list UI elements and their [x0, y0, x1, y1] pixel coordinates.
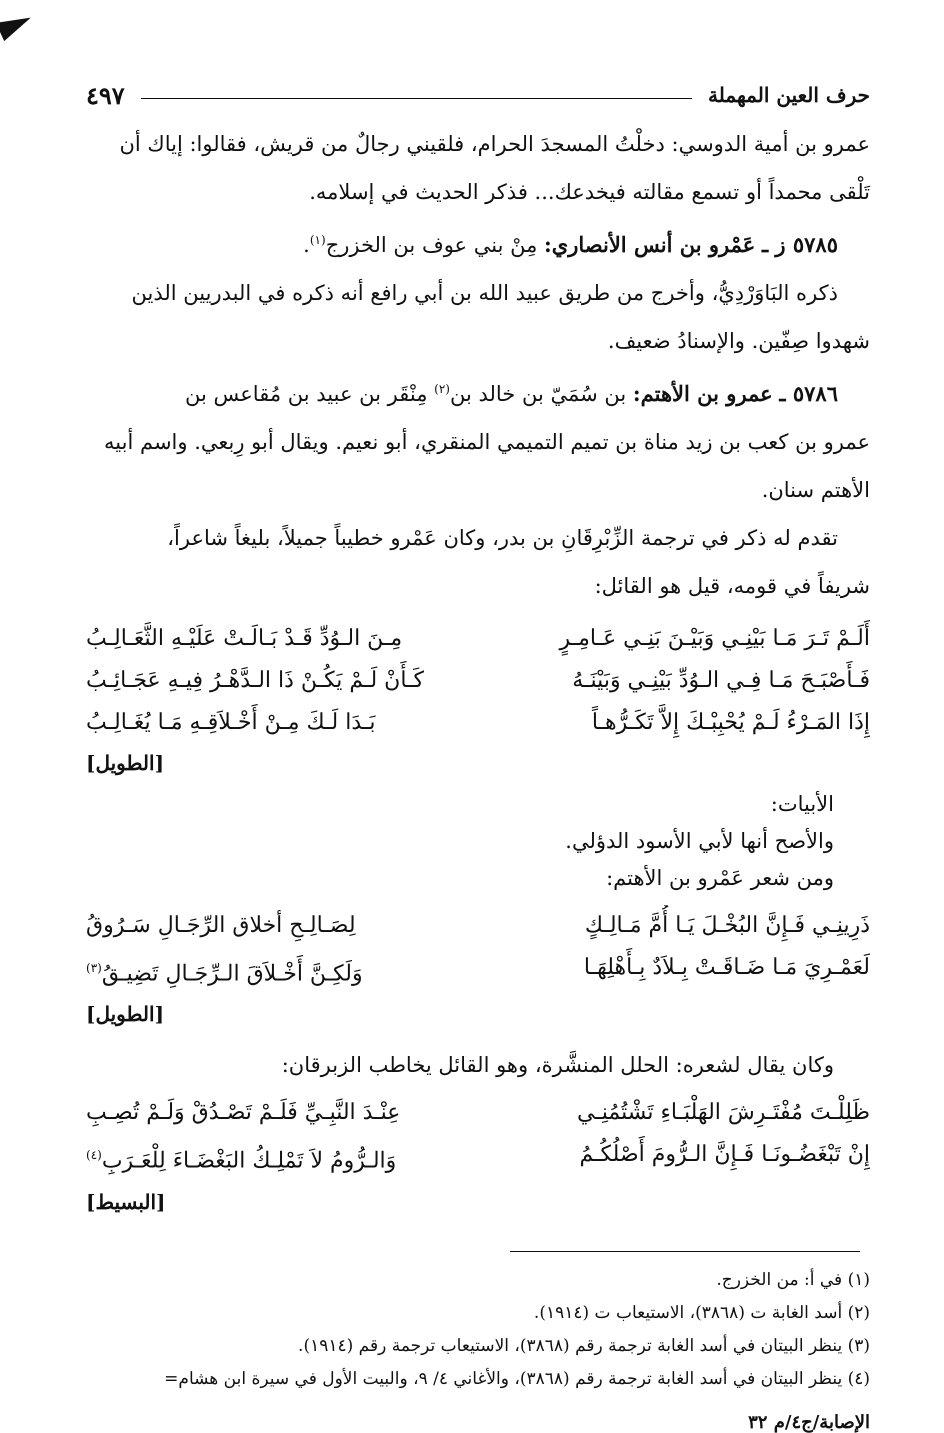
corner-crop-mark [0, 9, 35, 41]
hemistich-text: وَالـرُّومُ لاَ تَمْلِـكُ البَغْضَـاءَ لِلْعَـرَبِ [101, 1148, 397, 1174]
running-header [86, 70, 870, 120]
running-title: حرف العين المهملة [708, 83, 870, 107]
entry-text: مِنْ بني عوف بن الخزرج [325, 233, 538, 257]
poem-commentary [86, 786, 870, 897]
footnote-ref: (١) [309, 233, 326, 247]
poem-3 [86, 1092, 870, 1220]
entry-5785: ٥٧٨٥ ز ـ عَمْرو بن أنس الأنصاري: مِنْ بني عوف بن الخزرج$^{(١)}$. [303, 232, 838, 257]
commentary-line: ومن شعر عَمْرو بن الأهتم: [606, 866, 834, 890]
verse [86, 947, 870, 995]
entry-line-2: عمرو بن كعب بن زيد مناة بن تميم التميمي المنقري، أبو نعيم. ويقال أبو رِبعي. واسم أبيه [104, 430, 870, 454]
verse [86, 702, 870, 744]
verse [86, 660, 870, 702]
footnote-ref: (٤) [86, 1148, 102, 1163]
verse-first-hemistich: أَلَـمْ تَـرَ مَـا بَيْنِـي وَبَيْـنَ بَنِـي عَـامِـرٍ [559, 626, 870, 651]
verse-second-hemistich: بَـدَا لَـكَ مِـنْ أَخْـلاَقِـهِ مَـا يُغَـالِـبُ [86, 710, 376, 735]
entry-number: ٥٧٨٥ ز ـ [761, 232, 838, 257]
commentary-line: والأصح أنها لأبي الأسود الدؤلي. [565, 829, 834, 853]
entry-name: عَمْرو بن أنس الأنصاري: [544, 232, 756, 257]
paragraph-1 [86, 120, 870, 216]
meter-label: [الطويل] [86, 1002, 165, 1027]
printer-signature: الإصابة/ج٤/م ٣٢ [748, 1411, 870, 1433]
verse [86, 905, 870, 947]
entry-text: مِنْقَر بن عبيد بن مُقاعس بن [185, 382, 428, 406]
verse [86, 1092, 870, 1134]
poem-2 [86, 905, 870, 1033]
paragraph-5: وكان يقال لشعره: الحلل المنشَّرة، وهو القائل يخاطب الزبرقان: [281, 1053, 834, 1078]
entry-text: بن سُمَيّ بن خالد بن [449, 382, 627, 406]
verse-first-hemistich: ذَرِينِـي فَـإِنَّ البُخْـلَ يَـا أُمَّ مَـالِـكٍ [584, 913, 870, 938]
verse-second-hemistich: مِـنَ الـوُدِّ قَـدْ بَـالَـتْ عَلَيْـهِ الثَّعَـالِـبُ [86, 626, 403, 651]
verse [86, 1134, 870, 1182]
paragraph-4-line-2: شريفاً في قومه، قيل هو القائل: [594, 574, 870, 598]
meter-label: [البسيط] [86, 1189, 166, 1214]
verse-second-hemistich [86, 1134, 454, 1182]
page [86, 70, 870, 1433]
footnote: (١) في أ: من الخزرج. [716, 1269, 870, 1290]
entry-number: ٥٧٨٦ ـ [779, 381, 838, 406]
footnote: (٢) أسد الغابة ت (٣٨٦٨)، الاستيعاب ت (١٩١٤). [533, 1302, 870, 1323]
footnote: (٤) ينظر البيتان في أسد الغابة ترجمة رقم (٣٨٦٨)، والأغاني ٤/ ٩، والبيت الأول في سيرة ابن هشام= [164, 1368, 870, 1389]
paragraph-4 [86, 514, 870, 610]
verse-second-hemistich: كَـأَنْ لَـمْ يَكُـنْ ذَا الـدَّهْـرُ فِيـهِ عَجَـائِـبُ [86, 668, 424, 693]
paragraph-2 [86, 269, 870, 365]
verse-first-hemistich: إِنْ تَبْغَضُـونَـا فَـإِنَّ الـرُّومَ أَصْلُكُـمُ [579, 1142, 870, 1168]
paragraph-4-line-1: تقدم له ذكر في ترجمة الزِّبْرِقَانِ بن بدر، وكان عَمْرو خطيباً جميلاً، بليغاً شاعراً، [167, 526, 838, 550]
verse-second-hemistich: عِنْـدَ النَّبِـيِّ فَلَـمْ تَصْـدُقْ وَلَـمْ تُصِـبِ [86, 1100, 401, 1126]
page-number: ٤٩٧ [86, 80, 125, 110]
footnote-ref: (٣) [86, 961, 102, 975]
verse-second-hemistich [86, 947, 454, 995]
header-rule [141, 98, 692, 99]
verse-second-hemistich: لِصَـالِـحِ أخلاق الرِّجَـالِ سَـرُوقُ [86, 913, 356, 938]
verse [86, 618, 870, 660]
paragraph-2-line-1: ذكره البَاوَرْدِيُّ، وأخرج من طريق عبيد الله بن أبي رافع أنه ذكره في البدريين الذين [131, 281, 838, 305]
footnotes [86, 1264, 870, 1396]
poem-1 [86, 618, 870, 782]
commentary-line: الأبيات: [770, 792, 834, 816]
entry-5786 [86, 365, 870, 514]
footnote-ref: (٢) [434, 382, 450, 396]
verse-first-hemistich: فَـأَصْبَـحَ مَـا فِـي الـوُدِّ بَيْنِـي وَبَيْنَـهُ [572, 668, 870, 693]
verse-first-hemistich: لَعَمْـرِيَ مَـا ضَـاقَـتْ بِـلاَدٌ بِـأَهْلِهَـا [583, 955, 870, 980]
paragraph-1-line-2: تَلْقى محمداً أو تسمع مقالته فيخدعك... فذكر الحديث في إسلامه. [309, 180, 870, 204]
paragraph-1-line-1: عمرو بن أمية الدوسي: دخلْتُ المسجدَ الحرام، فلقيني رجالٌ من قريش، فقالوا: إياك أن [119, 132, 870, 156]
footnote-rule [510, 1251, 860, 1252]
verse-first-hemistich: ظَلِلْـتَ مُفْتَـرِشَ الهَلْبَـاءِ تَشْتُمُنِـي [577, 1100, 870, 1126]
verse-first-hemistich: إِذَا المَـرْءُ لَـمْ يُحْبِبْـكَ إِلاَّ تَكَـرُّهـاً [591, 710, 870, 735]
entry-line-3: الأهتم سنان. [761, 478, 870, 502]
hemistich-text: وَلَكِـنَّ أَخْـلاَقَ الـرِّجَـالِ تَضِيـقُ [101, 961, 363, 987]
entry-name: عمرو بن الأهتم: [632, 381, 773, 406]
footnote: (٣) ينظر البيتان في أسد الغابة ترجمة رقم (٣٨٦٨)، الاستيعاب ترجمة رقم (١٩١٤). [298, 1335, 870, 1356]
paragraph-2-line-2: شهدوا صِفّين. والإسنادُ ضعيف. [607, 329, 870, 353]
meter-label: [الطويل] [86, 751, 165, 775]
